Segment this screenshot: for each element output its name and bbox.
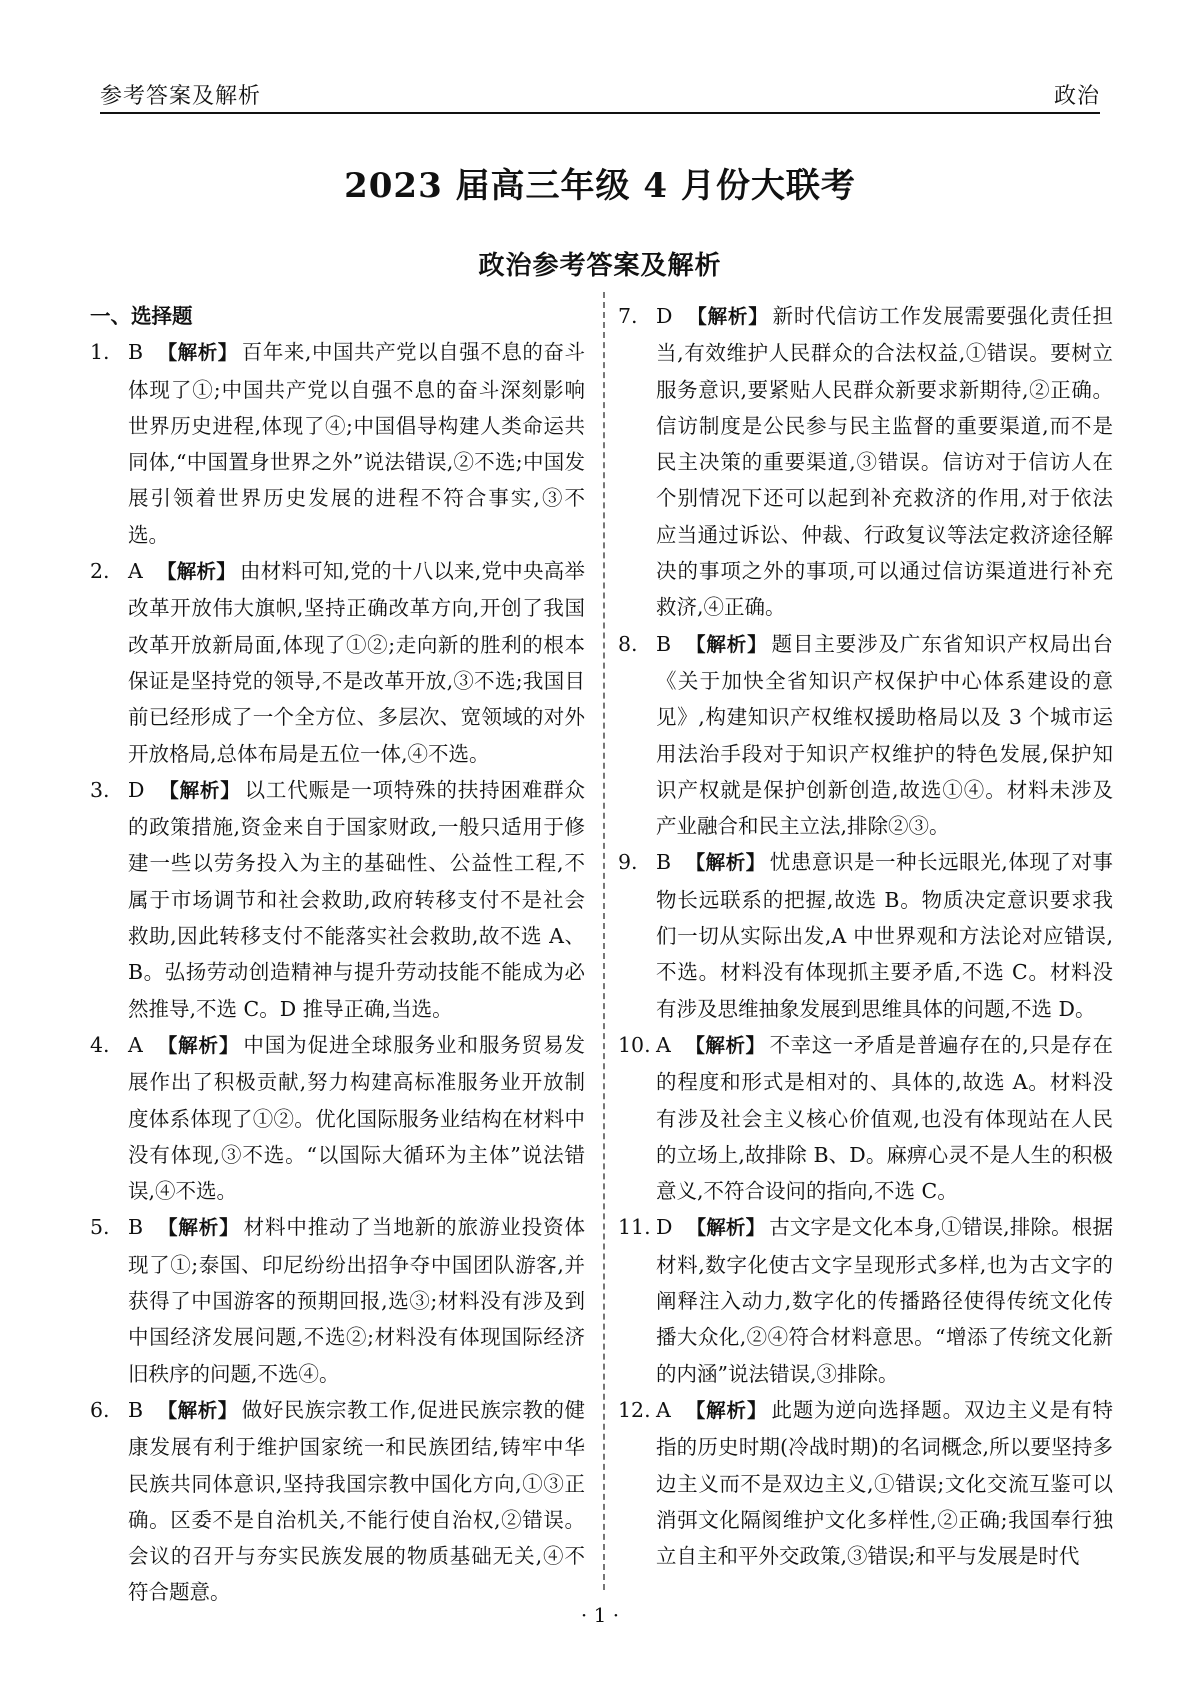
analysis-text: 新时代信访工作发展需要强化责任担当,有效维护人民群众的合法权益,①错误。要树立服务意识,要紧贴人民群众新要求新期待,②正确。信访制度是公民参与民主监督的重要渠道,而不是民主决策的重要渠道,③错误。信访对于信访人在个别情况下还可以起到补充救济的作用,对于依法应当通过诉讼、仲裁、行政复议等法定救济途径解决的事项之外的事项,可以通过信访渠道进行补充救济,④正确。 bbox=[656, 304, 1113, 620]
analysis-tag: 【解析】 bbox=[685, 632, 768, 656]
header-left-label: 参考答案及解析 bbox=[100, 84, 262, 109]
answer-letter: B bbox=[128, 1215, 144, 1240]
answer-letter: D bbox=[128, 777, 145, 802]
answer-item bbox=[618, 1392, 1113, 1574]
analysis-text: 不幸这一矛盾是普遍存在的,只是存在的程度和形式是相对的、具体的,故选 A。材料没有涉及社会主义核心价值观,也没有体现站在人民的立场上,故排除 B、D。麻痹心灵不是人生的积极意义,不符合设问的指向,不选 C。 bbox=[656, 1032, 1113, 1204]
answer-letter: D bbox=[656, 304, 673, 328]
answer-item bbox=[90, 1392, 585, 1611]
answer-item bbox=[618, 626, 1113, 845]
page-number: · 1 · bbox=[580, 1603, 620, 1627]
answer-letter: A bbox=[128, 559, 143, 584]
column-divider bbox=[603, 292, 605, 1590]
answer-item bbox=[618, 1209, 1113, 1391]
question-number: 6. bbox=[90, 1397, 110, 1422]
answer-letter: D bbox=[656, 1215, 673, 1240]
answer-letter: A bbox=[656, 1032, 671, 1057]
analysis-text: 古文字是文化本身,①错误,排除。根据材料,数字化使古文字呈现形式多样,也为古文字的阐释注入动力,数字化的传播路径使得传统文化传播大众化,②④符合材料意思。“增添了传统文化新的内涵”说法错误,③排除。 bbox=[656, 1215, 1113, 1386]
question-number: 4. bbox=[90, 1032, 110, 1057]
header-rule bbox=[100, 112, 1100, 114]
analysis-tag: 【解析】 bbox=[157, 341, 238, 365]
page-title: 2023 届高三年级 4 月份大联考 bbox=[344, 166, 856, 206]
question-number: 5. bbox=[90, 1215, 110, 1240]
left-answer-list bbox=[90, 334, 585, 1610]
question-number: 11. bbox=[618, 1215, 651, 1240]
analysis-tag: 【解析】 bbox=[157, 1216, 240, 1240]
answer-item bbox=[90, 553, 585, 772]
page-header bbox=[100, 70, 1100, 110]
analysis-tag: 【解析】 bbox=[156, 560, 236, 584]
analysis-tag: 【解析】 bbox=[686, 1216, 766, 1240]
analysis-text: 此题为逆向选择题。双边主义是有特指的历史时期(冷战时期)的名词概念,所以要坚持多边主义而不是双边主义,①错误;文化交流互鉴可以消弭文化隔阂维护文化多样性,②正确;我国奉行独立自主和平外交政策,③错误;和平与发展是时代 bbox=[656, 1397, 1113, 1569]
analysis-text: 中国为促进全球服务业和服务贸易发展作出了积极贡献,努力构建高标准服务业开放制度体系体现了①②。优化国际服务业结构在材料中没有体现,③不选。“以国际大循环为主体”说法错误,④不选。 bbox=[128, 1032, 585, 1204]
page-subtitle: 政治参考答案及解析 bbox=[478, 251, 722, 281]
right-column bbox=[618, 298, 1113, 1574]
right-answer-list bbox=[618, 298, 1113, 1574]
question-number: 12. bbox=[618, 1397, 651, 1422]
answer-letter: B bbox=[656, 850, 672, 875]
answer-item bbox=[90, 334, 585, 553]
question-number: 1. bbox=[90, 340, 110, 365]
analysis-text: 忧患意识是一种长远眼光,体现了对事物长远联系的把握,故选 B。物质决定意识要求我们一切从实际出发,A 中世界观和方法论对应错误,不选。材料没有体现抓主要矛盾,不选 C。材料没有涉及思维抽象发展到思维具体的问题,不选 D。 bbox=[656, 850, 1113, 1021]
analysis-tag: 【解析】 bbox=[684, 1398, 768, 1422]
analysis-text: 百年来,中国共产党以自强不息的奋斗体现了①;中国共产党以自强不息的奋斗深刻影响世界历史进程,体现了④;中国倡导构建人类命运共同体,“中国置身世界之外”说法错误,②不选;中国发展引领着世界历史发展的进程不符合事实,③不选。 bbox=[128, 340, 585, 547]
answer-item bbox=[90, 1209, 585, 1391]
analysis-tag: 【解析】 bbox=[685, 851, 766, 875]
answer-letter: A bbox=[128, 1032, 143, 1057]
question-number: 10. bbox=[618, 1032, 651, 1057]
answer-item bbox=[618, 1027, 1113, 1209]
analysis-tag: 【解析】 bbox=[158, 778, 241, 802]
analysis-text: 材料中推动了当地新的旅游业投资体现了①;泰国、印尼纷纷出招争夺中国团队游客,并获得了中国游客的预期回报,选③;材料没有涉及到中国经济发展问题,不选②;材料没有体现国际经济旧秩序的问题,不选④。 bbox=[128, 1215, 585, 1386]
analysis-text: 做好民族宗教工作,促进民族宗教的健康发展有利于维护国家统一和民族团结,铸牢中华民族共同体意识,坚持我国宗教中国化方向,①③正确。区委不是自治机关,不能行使自治权,②错误。会议的召开与夯实民族发展的物质基础无关,④不符合题意。 bbox=[128, 1397, 585, 1605]
answer-letter: A bbox=[656, 1397, 671, 1422]
answer-item bbox=[618, 298, 1113, 626]
section-heading: 一、选择题 bbox=[90, 304, 193, 328]
analysis-tag: 【解析】 bbox=[157, 1398, 238, 1422]
question-number: 8. bbox=[618, 631, 638, 656]
analysis-text: 以工代赈是一项特殊的扶持困难群众的政策措施,资金来自于国家财政,一般只适用于修建一些以劳务投入为主的基础性、公益性工程,不属于市场调节和社会救助,政府转移支付不是社会救助,因此转移支付不能落实社会救助,故不选 A、B。弘扬劳动创造精神与提升劳动技能不能成为必然推导,不选 C。D 推导正确,当选。 bbox=[128, 777, 585, 1021]
left-column bbox=[90, 298, 585, 1611]
question-number: 2. bbox=[90, 559, 110, 584]
answer-item bbox=[90, 772, 585, 1027]
analysis-tag: 【解析】 bbox=[686, 305, 769, 328]
analysis-tag: 【解析】 bbox=[684, 1033, 766, 1057]
analysis-text: 由材料可知,党的十八以来,党中央高举改革开放伟大旗帜,坚持正确改革方向,开创了我国改革开放新局面,体现了①②;走向新的胜利的根本保证是坚持党的领导,不是改革开放,③不选;我国目前已经形成了一个全方位、多层次、宽领域的对外开放格局,总体布局是五位一体,④不选。 bbox=[128, 559, 585, 766]
question-number: 3. bbox=[90, 777, 110, 802]
answer-letter: B bbox=[128, 1397, 144, 1422]
analysis-text: 题目主要涉及广东省知识产权局出台《关于加快全省知识产权保护中心体系建设的意见》,构建知识产权维权援助格局以及 3 个城市运用法治手段对于知识产权维护的特色发展,保护知识产权就是保护创新创造,故选①④。材料未涉及产业融合和民主立法,排除②③。 bbox=[656, 631, 1113, 839]
question-number: 7. bbox=[618, 304, 638, 328]
question-number: 9. bbox=[618, 850, 638, 875]
answer-letter: B bbox=[128, 340, 144, 365]
header-subject-label: 政治 bbox=[1053, 84, 1100, 109]
answer-item bbox=[90, 1027, 585, 1209]
analysis-tag: 【解析】 bbox=[156, 1033, 240, 1057]
answer-item bbox=[618, 844, 1113, 1026]
answer-letter: B bbox=[656, 631, 672, 656]
